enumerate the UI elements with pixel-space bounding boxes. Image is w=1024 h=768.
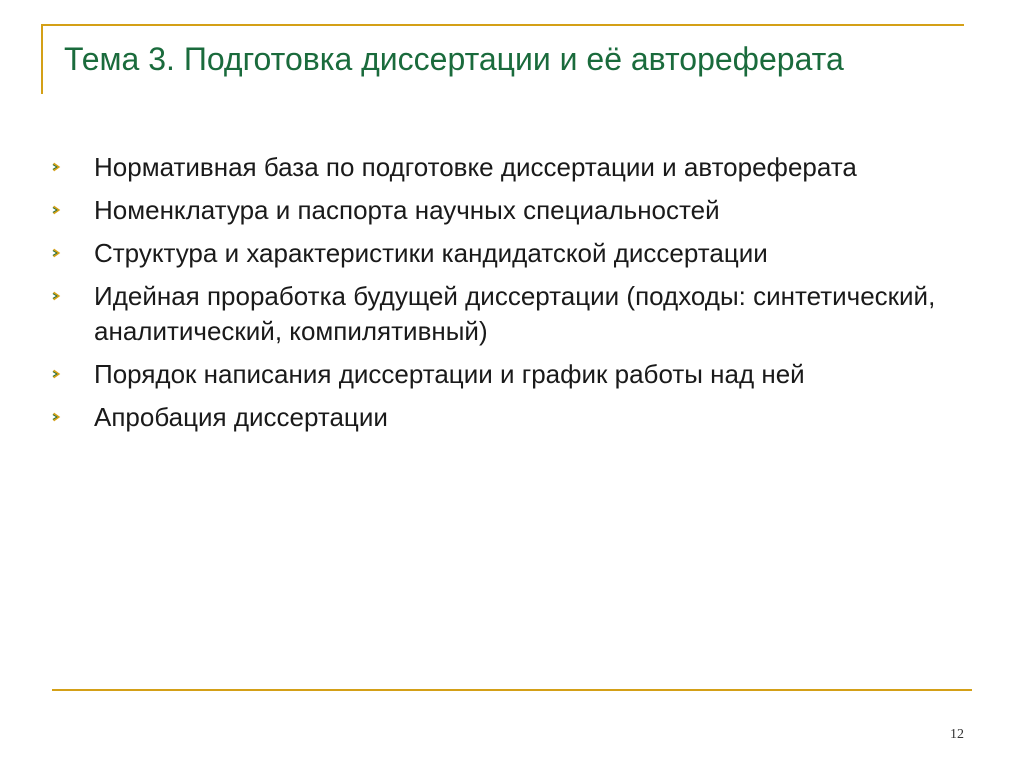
arrow-bullet-icon: [52, 357, 94, 391]
bullet-item: [52, 357, 972, 392]
bullet-item: [52, 279, 972, 349]
bullet-text: Номенклатура и паспорта научных специальностей: [94, 195, 720, 225]
arrow-bullet-icon: [52, 400, 94, 434]
title-frame-left-rule: [41, 24, 43, 94]
arrow-bullet-icon: [52, 150, 94, 184]
bullet-text: Нормативная база по подготовке диссертации и автореферата: [94, 152, 857, 182]
arrow-bullet-icon: [52, 279, 94, 313]
arrow-bullet-icon: [52, 193, 94, 227]
bullet-item: [52, 400, 972, 435]
footer-rule: [52, 689, 972, 691]
bullet-text: Структура и характеристики кандидатской диссертации: [94, 238, 768, 268]
bullet-item: [52, 150, 972, 185]
bullet-text: Апробация диссертации: [94, 402, 388, 432]
bullet-text: Порядок написания диссертации и график работы над ней: [94, 359, 805, 389]
slide-title: Тема 3. Подготовка диссертации и её автореферата: [64, 41, 844, 77]
bullet-item: [52, 236, 972, 271]
bullet-item: [52, 193, 972, 228]
title-frame-top-rule: [41, 24, 964, 26]
bullet-text: Идейная проработка будущей диссертации (подходы: синтетический, аналитический, компилятивный): [94, 281, 936, 346]
page-number: 12: [950, 727, 964, 742]
arrow-bullet-icon: [52, 236, 94, 270]
bullet-list: [52, 150, 972, 443]
